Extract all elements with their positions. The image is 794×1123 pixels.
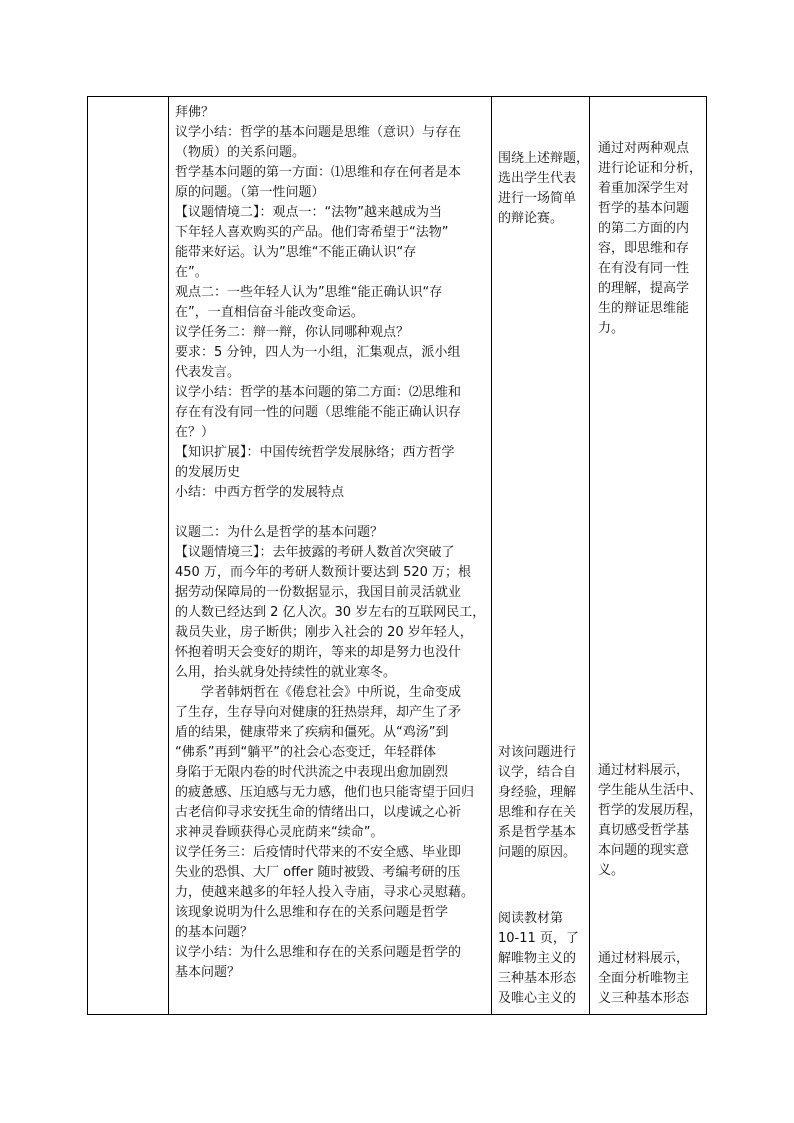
content-line: 学者韩炳哲在《倦怠社会》中所说，生命变成: [201, 685, 462, 700]
content-line: 拜佛？: [175, 105, 215, 120]
content-line: 的人数已经达到 2 亿人次。30 岁左右的互联网民工，: [175, 605, 486, 620]
content-line: 议学小结：哲学的基本问题是思维（意识）与存在: [175, 125, 462, 140]
student-activity-column: [492, 97, 590, 1014]
content-line: 议学小结：为什么思维和存在的关系问题是哲学的: [175, 945, 462, 960]
content-line: 该现象说明为什么思维和存在的关系问题是哲学: [175, 905, 449, 920]
content-line: 的基本问题？: [175, 925, 254, 940]
content-line: 的疲惫感、压迫感与无力感，他们也只能寄望于回归: [175, 785, 475, 800]
student-line: 身经验，理解: [498, 785, 577, 800]
content-line: 在？）: [175, 425, 215, 440]
design-intent-column: [590, 97, 708, 1014]
intent-line: 义。: [598, 863, 625, 878]
intent-line: 在有没有同一性: [598, 261, 690, 276]
student-line: 解唯物主义的: [498, 951, 577, 966]
intent-line: 学生能从生活中、: [598, 783, 703, 798]
content-line: 盾的结果，健康带来了疾病和僵死。从“鸡汤”到: [175, 725, 449, 740]
content-line: 怀抱着明天会变好的期许，等来的却是努力也没什: [175, 645, 462, 660]
student-activity-debate: [498, 149, 590, 229]
student-line: 进行一场简单: [498, 191, 577, 206]
student-line: 问题的原因。: [498, 845, 577, 860]
content-line: 议学小结：哲学的基本问题的第二方面：⑵思维和: [175, 385, 462, 400]
intent-line: 义三种基本形态: [598, 991, 690, 1006]
content-line: 在”。: [175, 265, 208, 280]
intent-line: 进行论证和分析，: [598, 161, 703, 176]
student-line: 三种基本形态: [498, 971, 577, 986]
content-line: 古老信仰寻求安抚生命的情绪出口，以虔诚之心祈: [175, 805, 462, 820]
content-line: 观点二：一些年轻人认为”思维“能正确认识“存: [175, 285, 443, 300]
student-line: 阅读教材第: [498, 911, 564, 926]
intent-line: 通过对两种观点: [598, 141, 690, 156]
content-line: 据劳动保障局的一份数据显示，我国目前灵活就业: [175, 585, 462, 600]
student-line: 思维和存在关: [498, 805, 577, 820]
content-line: 原的问题。（第一性问题）: [175, 185, 325, 200]
content-line: 450 万，而今年的考研人数预计要达到 520 万；根: [175, 565, 472, 580]
intent-line: 着重加深学生对: [598, 181, 690, 196]
content-line: 【议题情境三】：去年披露的考研人数首次突破了: [175, 545, 455, 560]
content-line: （物质）的关系问题。: [175, 145, 306, 160]
content-line: 议题二：为什么是哲学的基本问题？: [175, 525, 384, 540]
student-line: 选出学生代表: [498, 171, 577, 186]
student-line: 及唯心主义的: [498, 991, 577, 1006]
student-line: 围绕上述辩题，: [498, 151, 590, 166]
content-line: 能带来好运。认为”思维“不能正确认识“存: [175, 245, 417, 260]
intent-line: 哲学的基本问题: [598, 201, 690, 216]
content-line: 么用，抬头就身处持续性的就业寒冬。: [175, 665, 397, 680]
content-line: 身陷于无限内卷的时代洪流之中表现出愈加剧烈: [175, 765, 449, 780]
intent-line: 通过材料展示，: [598, 763, 690, 778]
intent-line: 通过材料展示，: [598, 951, 690, 966]
design-intent-debate: [598, 139, 702, 339]
content-line: 在”，一直相信奋斗能改变命运。: [175, 305, 364, 320]
content-line: 存在有没有同一性的问题（思维能不能正确认识存: [175, 405, 462, 420]
content-line: 小结：中西方哲学的发展特点: [175, 485, 345, 500]
student-line: 10-11 页，了: [498, 931, 579, 946]
intent-line: 力。: [598, 321, 625, 336]
intent-line: 本问题的现实意: [598, 843, 690, 858]
intent-line: 真切感受哲学基: [598, 823, 690, 838]
lesson-table: [87, 96, 707, 1015]
content-line: 求神灵眷顾获得心灵庇荫来“续命”。: [175, 825, 384, 840]
student-line: 议学，结合自: [498, 765, 577, 780]
content-line: 裁员失业，房子断供；刚步入社会的 20 岁年轻人，: [175, 625, 473, 640]
content-line: 基本问题？: [175, 965, 241, 980]
stage-column: [88, 97, 168, 1014]
student-line: 系是哲学基本: [498, 825, 577, 840]
content-line: 哲学基本问题的第一方面：⑴思维和存在何者是本: [175, 165, 462, 180]
student-line: 对该问题进行: [498, 745, 577, 760]
design-intent-forms: [598, 949, 702, 1009]
student-activity-reading: [498, 909, 586, 1009]
intent-line: 哲学的发展历程，: [598, 803, 703, 818]
intent-line: 的理解，提高学: [598, 281, 690, 296]
student-line: 的辩论赛。: [498, 211, 564, 226]
content-line: 【知识扩展】：中国传统哲学发展脉络；西方哲学: [175, 445, 455, 460]
intent-line: 生的辩证思维能: [598, 301, 690, 316]
intent-line: 全面分析唯物主: [598, 971, 690, 986]
content-line: 【议题情境二】：观点一：“法物”越来越成为当: [175, 205, 442, 220]
content-line: 下年轻人喜欢购买的产品。他们寄希望于“法物”: [175, 225, 449, 240]
intent-line: 的第二方面的内: [598, 221, 690, 236]
content-line: 要求：5 分钟，四人为一小组，汇集观点，派小组: [175, 345, 461, 360]
content-line: 了生存，生存导向对健康的狂热崇拜，却产生了矛: [175, 705, 462, 720]
student-activity-discussion: [498, 743, 586, 863]
content-line: 议学任务三：后疫情时代带来的不安全感、毕业即: [175, 845, 462, 860]
content-line: 力，使越来越多的年轻人投入寺庙，寻求心灵慰藉。: [175, 885, 475, 900]
design-intent-material: [598, 761, 702, 881]
content-line: 议学任务二：辩一辩，你认同哪种观点？: [175, 325, 410, 340]
content-line: [175, 503, 488, 523]
content-line: 失业的恐惧、大厂 offer 随时被毁、考编考研的压: [175, 865, 461, 880]
intent-line: 容，即思维和存: [598, 241, 690, 256]
content-line: “佛系”再到“躺平”的社会心态变迁，年轻群体: [175, 745, 436, 760]
teaching-content-column: [169, 97, 492, 1014]
content-line: 的发展历史: [175, 465, 241, 480]
content-line: 代表发言。: [175, 365, 241, 380]
